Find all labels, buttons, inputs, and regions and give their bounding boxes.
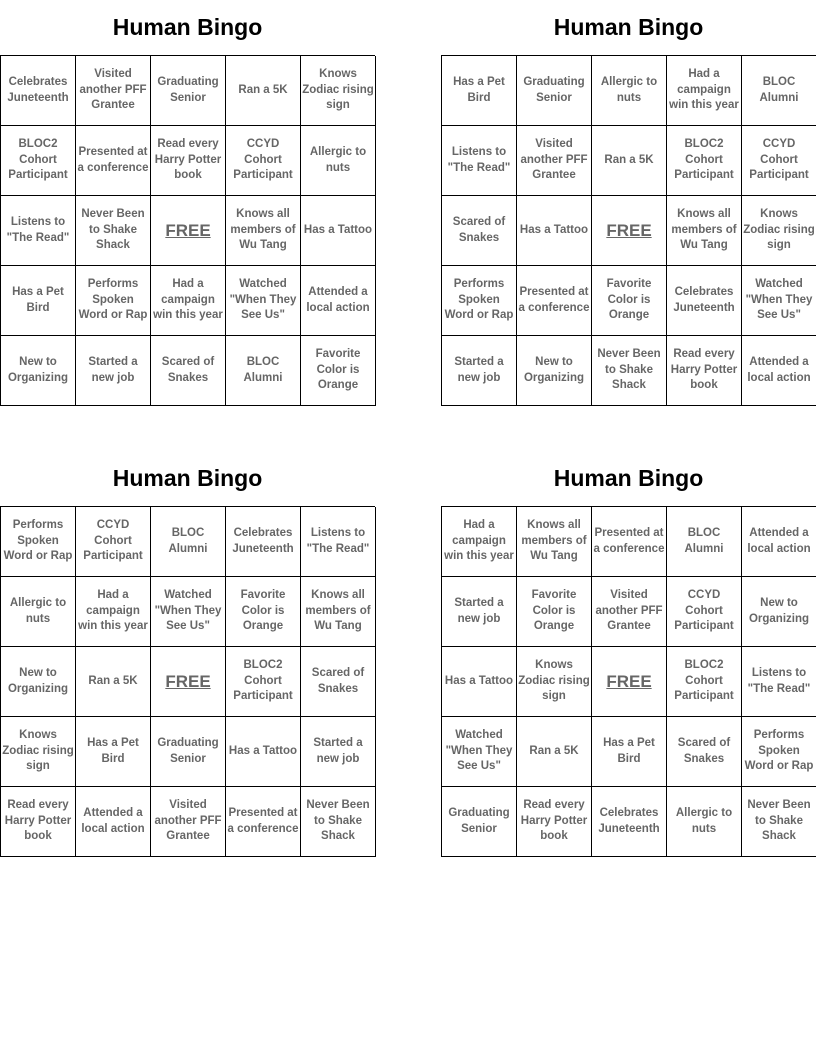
bingo-cell: Ran a 5K [226,56,301,126]
bingo-cell: Graduating Senior [151,56,226,126]
bingo-cell: Read every Harry Potter book [151,126,226,196]
bingo-cell: Never Been to Shake Shack [76,196,151,266]
card-title: Human Bingo [553,14,704,40]
bingo-cell: BLOC2 Cohort Participant [667,126,742,196]
bingo-cell: Knows Zodiac rising sign [1,717,76,787]
bingo-cell: Started a new job [301,717,376,787]
bingo-cell: Allergic to nuts [667,787,742,857]
bingo-cell: Performs Spoken Word or Rap [442,266,517,336]
bingo-cell: Knows all members of Wu Tang [667,196,742,266]
bingo-cell: Presented at a conference [76,126,151,196]
bingo-cell: Favorite Color is Orange [592,266,667,336]
bingo-cell: Knows all members of Wu Tang [517,507,592,577]
bingo-cell: Performs Spoken Word or Rap [76,266,151,336]
bingo-cell: Scared of Snakes [151,336,226,406]
bingo-cell: Has a Pet Bird [442,56,517,126]
bingo-cell: Started a new job [76,336,151,406]
bingo-cell: CCYD Cohort Participant [226,126,301,196]
bingo-cell: Never Been to Shake Shack [592,336,667,406]
bingo-cell: Attended a local action [301,266,376,336]
bingo-cell: Presented at a conference [226,787,301,857]
bingo-cell: CCYD Cohort Participant [76,507,151,577]
bingo-cell: Knows Zodiac rising sign [301,56,376,126]
bingo-cell: Has a Tattoo [301,196,376,266]
bingo-cell: Visited another PFF Grantee [76,56,151,126]
bingo-cell: BLOC Alumni [667,507,742,577]
bingo-cell: Scared of Snakes [442,196,517,266]
bingo-cell: CCYD Cohort Participant [742,126,816,196]
bingo-cell: BLOC2 Cohort Participant [226,647,301,717]
bingo-cell: Scared of Snakes [667,717,742,787]
bingo-cell: Watched "When They See Us" [442,717,517,787]
bingo-cell: Has a Tattoo [517,196,592,266]
bingo-cell: Had a campaign win this year [151,266,226,336]
bingo-cell: Celebrates Juneteenth [592,787,667,857]
bingo-cell: Graduating Senior [442,787,517,857]
bingo-cell: Attended a local action [742,507,816,577]
bingo-cell: Ran a 5K [517,717,592,787]
bingo-cell: Visited another PFF Grantee [592,577,667,647]
bingo-cell: BLOC Alumni [226,336,301,406]
bingo-grid [0,506,375,857]
bingo-cell: Graduating Senior [151,717,226,787]
bingo-cell: New to Organizing [1,647,76,717]
bingo-cell: Visited another PFF Grantee [151,787,226,857]
bingo-cell: Attended a local action [742,336,816,406]
bingo-cell: Has a Pet Bird [1,266,76,336]
bingo-cell: Has a Tattoo [442,647,517,717]
bingo-cell: Allergic to nuts [301,126,376,196]
bingo-cell: Read every Harry Potter book [1,787,76,857]
free-space-cell: FREE [151,647,226,717]
bingo-cell: Read every Harry Potter book [667,336,742,406]
bingo-cell: Never Been to Shake Shack [301,787,376,857]
bingo-cell: Ran a 5K [592,126,667,196]
bingo-cell: Allergic to nuts [1,577,76,647]
free-space-cell: FREE [592,647,667,717]
bingo-cell: Never Been to Shake Shack [742,787,816,857]
bingo-cell: Had a campaign win this year [76,577,151,647]
bingo-cell: Performs Spoken Word or Rap [742,717,816,787]
bingo-cell: Celebrates Juneteenth [667,266,742,336]
bingo-cell: Listens to "The Read" [442,126,517,196]
free-space-cell: FREE [592,196,667,266]
card-title: Human Bingo [112,14,263,40]
bingo-cell: Celebrates Juneteenth [1,56,76,126]
bingo-cell: Started a new job [442,336,517,406]
bingo-cell: Has a Pet Bird [592,717,667,787]
bingo-cell: New to Organizing [517,336,592,406]
bingo-cell: New to Organizing [742,577,816,647]
bingo-cell: Listens to "The Read" [301,507,376,577]
bingo-cell: New to Organizing [1,336,76,406]
bingo-cell: Graduating Senior [517,56,592,126]
card-title: Human Bingo [553,465,704,491]
bingo-cell: Watched "When They See Us" [742,266,816,336]
bingo-cell: Had a campaign win this year [442,507,517,577]
bingo-cell: Started a new job [442,577,517,647]
bingo-cell: Knows all members of Wu Tang [226,196,301,266]
bingo-cell: BLOC Alumni [742,56,816,126]
bingo-cell: Had a campaign win this year [667,56,742,126]
bingo-grid [441,55,816,406]
bingo-cell: Listens to "The Read" [1,196,76,266]
bingo-cell: Ran a 5K [76,647,151,717]
bingo-cell: BLOC2 Cohort Participant [1,126,76,196]
bingo-cell: Listens to "The Read" [742,647,816,717]
bingo-cell: BLOC Alumni [151,507,226,577]
bingo-cell: Favorite Color is Orange [517,577,592,647]
free-space-cell: FREE [151,196,226,266]
bingo-grid [441,506,816,857]
bingo-cell: Watched "When They See Us" [226,266,301,336]
card-title: Human Bingo [112,465,263,491]
bingo-cell: Watched "When They See Us" [151,577,226,647]
bingo-cell: Presented at a conference [517,266,592,336]
bingo-cell: Allergic to nuts [592,56,667,126]
bingo-cell: Read every Harry Potter book [517,787,592,857]
bingo-cell: Performs Spoken Word or Rap [1,507,76,577]
bingo-cell: Attended a local action [76,787,151,857]
bingo-cell: Visited another PFF Grantee [517,126,592,196]
bingo-cell: Favorite Color is Orange [226,577,301,647]
bingo-cell: Knows Zodiac rising sign [517,647,592,717]
bingo-cell: Celebrates Juneteenth [226,507,301,577]
bingo-cell: Has a Tattoo [226,717,301,787]
bingo-cell: BLOC2 Cohort Participant [667,647,742,717]
bingo-grid [0,55,375,406]
bingo-cell: Knows Zodiac rising sign [742,196,816,266]
bingo-cell: Scared of Snakes [301,647,376,717]
bingo-cell: Has a Pet Bird [76,717,151,787]
bingo-cell: CCYD Cohort Participant [667,577,742,647]
bingo-cell: Presented at a conference [592,507,667,577]
bingo-cell: Knows all members of Wu Tang [301,577,376,647]
bingo-cell: Favorite Color is Orange [301,336,376,406]
